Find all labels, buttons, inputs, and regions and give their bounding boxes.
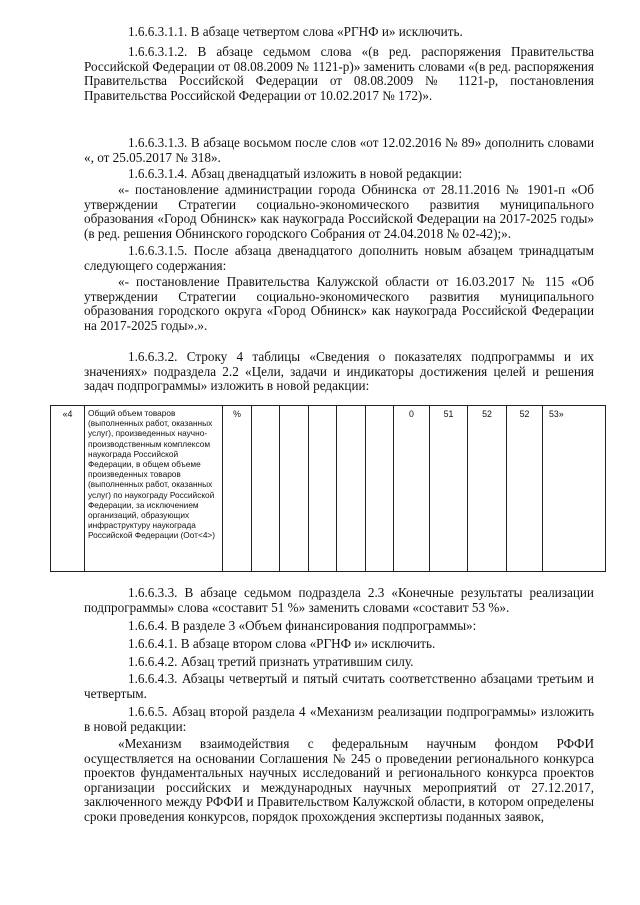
table-cell-indicator-name: Общий объем товаров (выполненных работ, оказанных услуг), произведенных научно-производственным комплексом наукограда Российской Федерации, в общем объеме произведенных товаров (выполненных работ, оказанных услуг) по наукограду Российской Федерации, за исключением организаций, образующих инфраструктуру наукограда Российской Федерации (Оот<4>) bbox=[85, 406, 223, 572]
table-cell-value: 53» bbox=[543, 406, 606, 572]
paragraph-1-6-6-3-2: 1.6.6.3.2. Строку 4 таблицы «Сведения о показателях подпрограммы и их значениях» подраздела 2.2 «Цели, задачи и индикаторы достижения целей и решения задач подпрограммы» изложить в новой редакции: bbox=[84, 349, 594, 394]
table-cell-empty bbox=[309, 406, 337, 572]
table-cell-value: 0 bbox=[394, 406, 430, 572]
table-cell-value: 51 bbox=[430, 406, 468, 572]
table-cell-row-number: «4 bbox=[51, 406, 85, 572]
paragraph-quote-obninsk-resolution: «- постановление администрации города Обнинска от 28.11.2016 № 1901-п «Об утверждении Стратегии социально-экономического развития муниципального образования «Город Обнинск» как наукограда Российской Федерации на 2017-2025 годы» (в ред. решения Обнинского городского Собрания от 24.04.2018 № 02-42);». bbox=[84, 182, 594, 241]
table-cell-value: 52 bbox=[507, 406, 543, 572]
table-row bbox=[51, 406, 606, 572]
paragraph-1-6-6-3-3: 1.6.6.3.3. В абзаце седьмом подраздела 2.3 «Конечные результаты реализации подпрограммы» слова «составит 51 %» заменить словами «составит 53 %». bbox=[84, 585, 594, 615]
paragraph-1-6-6-4: 1.6.6.4. В разделе 3 «Объем финансирования подпрограммы»: bbox=[128, 618, 477, 633]
table-cell-empty bbox=[280, 406, 309, 572]
table-cell-empty bbox=[366, 406, 394, 572]
paragraph-quote-rffi-mechanism: «Механизм взаимодействия с федеральным научным фондом РФФИ осуществляется на основании Соглашения № 245 о проведении регионального конкурса проектов фундаментальных научных исследований и регионального конкурса проектов организации российских и международных научных мероприятий от 27.12.2017, заключенного между РФФИ и Правительством Калужской области, в котором определены сроки проведения конкурсов, порядок прохождения экспертизы поданных заявок, bbox=[84, 736, 594, 824]
paragraph-1-6-6-3-1-5: 1.6.6.3.1.5. После абзаца двенадцатого дополнить новым абзацем тринадцатым следующего содержания: bbox=[84, 243, 594, 273]
paragraph-1-6-6-3-1-3: 1.6.6.3.1.3. В абзаце восьмом после слов «от 12.02.2016 № 89» дополнить словами «, от 25.05.2017 № 318». bbox=[84, 135, 594, 165]
indicators-table bbox=[50, 405, 606, 572]
paragraph-1-6-6-3-1-4: 1.6.6.3.1.4. Абзац двенадцатый изложить в новой редакции: bbox=[128, 166, 463, 181]
table-cell-empty bbox=[252, 406, 280, 572]
paragraph-1-6-6-4-2: 1.6.6.4.2. Абзац третий признать утратившим силу. bbox=[128, 654, 414, 669]
paragraph-1-6-6-3-1-2: 1.6.6.3.1.2. В абзаце седьмом слова «(в ред. распоряжения Правительства Российской Федерации от 08.08.2009 № 1121-р)» заменить словами «(в ред. распоряжения Правительства Российской Федерации от 08.08.2009 № 1121-р, постановления Правительства Российской Федерации от 10.02.2017 № 172)». bbox=[84, 44, 594, 103]
paragraph-1-6-6-4-1: 1.6.6.4.1. В абзаце втором слова «РГНФ и» исключить. bbox=[128, 636, 436, 651]
paragraph-1-6-6-3-1-1: 1.6.6.3.1.1. В абзаце четвертом слова «РГНФ и» исключить. bbox=[128, 24, 463, 39]
paragraph-1-6-6-5: 1.6.6.5. Абзац второй раздела 4 «Механизм реализации подпрограммы» изложить в новой редакции: bbox=[84, 704, 594, 734]
table-cell-empty bbox=[337, 406, 366, 572]
table-cell-value: 52 bbox=[468, 406, 507, 572]
paragraph-quote-kaluga-resolution: «- постановление Правительства Калужской области от 16.03.2017 № 115 «Об утверждении Стратегии социально-экономического развития муниципального образования городского округа «Город Обнинск» как наукограда Российской Федерации на 2017-2025 годы».». bbox=[84, 274, 594, 333]
paragraph-1-6-6-4-3: 1.6.6.4.3. Абзацы четвертый и пятый считать соответственно абзацами третьим и четвертым. bbox=[84, 671, 594, 701]
table-cell-unit: % bbox=[223, 406, 252, 572]
